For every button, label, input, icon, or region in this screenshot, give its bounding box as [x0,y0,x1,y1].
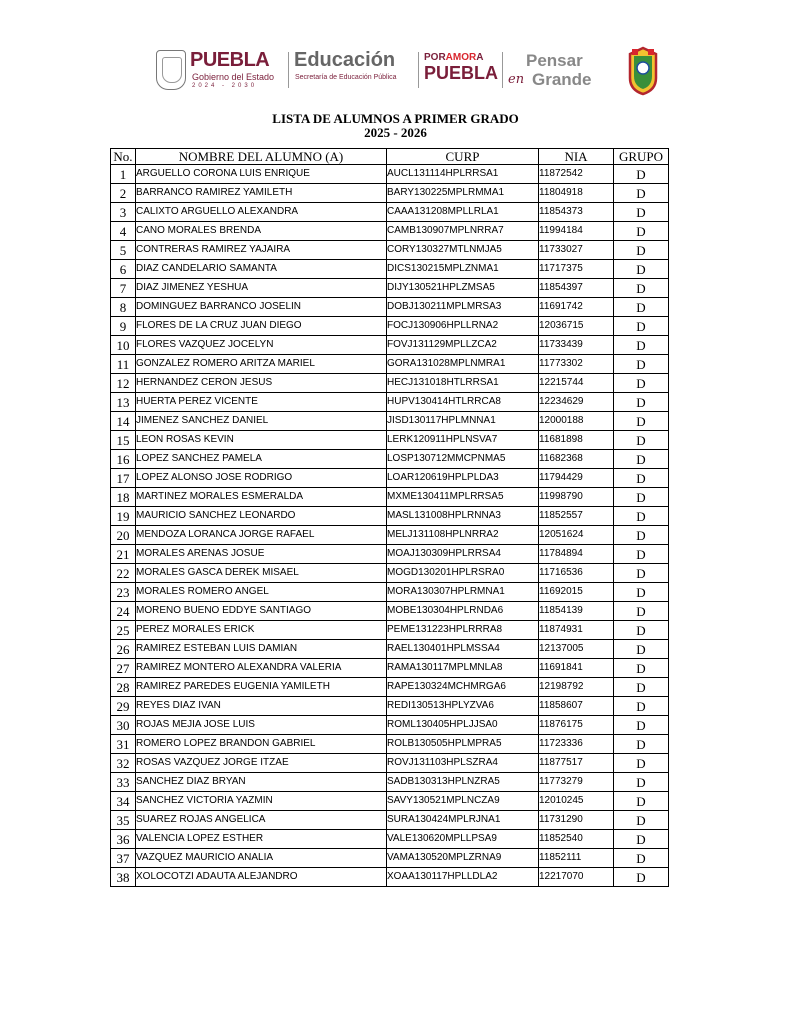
student-curp: MASL131008HPLRNNA3 [387,507,539,526]
student-curp: LOSP130712MMCPNMA5 [387,450,539,469]
student-nia: 11773302 [539,355,614,374]
table-row [111,203,669,222]
student-grupo: D [614,184,669,203]
student-curp: ROML130405HPLJJSA0 [387,716,539,735]
row-number: 31 [111,735,136,754]
table-row [111,260,669,279]
student-grupo: D [614,355,669,374]
student-name: REYES DIAZ IVAN [136,697,387,716]
table-row [111,583,669,602]
student-name: SANCHEZ DIAZ BRYAN [136,773,387,792]
student-nia: 11872542 [539,165,614,184]
row-number: 3 [111,203,136,222]
puebla-logo-word: PUEBLA [190,49,270,71]
student-grupo: D [614,374,669,393]
student-nia: 11731290 [539,811,614,830]
student-grupo: D [614,298,669,317]
student-name: HUERTA PEREZ VICENTE [136,393,387,412]
pensar-en-word: en [508,72,525,87]
student-nia: 12036715 [539,317,614,336]
row-number: 17 [111,469,136,488]
row-number: 1 [111,165,136,184]
header-curp: CURP [387,149,539,165]
row-number: 32 [111,754,136,773]
table-row [111,602,669,621]
student-grupo: D [614,279,669,298]
student-curp: HECJ131018HTLRRSA1 [387,374,539,393]
row-number: 30 [111,716,136,735]
student-name: DOMINGUEZ BARRANCO JOSELIN [136,298,387,317]
student-nia: 11998790 [539,488,614,507]
row-number: 29 [111,697,136,716]
table-row [111,621,669,640]
row-number: 15 [111,431,136,450]
student-nia: 12215744 [539,374,614,393]
table-row [111,450,669,469]
table-row [111,279,669,298]
student-name: DIAZ JIMENEZ YESHUA [136,279,387,298]
row-number: 13 [111,393,136,412]
table-row [111,317,669,336]
student-curp: FOCJ130906HPLLRNA2 [387,317,539,336]
student-grupo: D [614,203,669,222]
school-year: 2025 - 2026 [364,125,427,140]
student-nia: 12217070 [539,868,614,887]
table-row [111,526,669,545]
student-curp: SADB130313HPLNZRA5 [387,773,539,792]
student-curp: VALE130620MPLLPSA9 [387,830,539,849]
student-grupo: D [614,412,669,431]
educacion-logo [294,50,414,90]
logo-divider [418,52,419,88]
table-row [111,678,669,697]
student-nia: 12198792 [539,678,614,697]
student-curp: DICS130215MPLZNMA1 [387,260,539,279]
por-amor-a-top [424,52,483,63]
por-amor-suffix: A [476,52,484,63]
student-grupo: D [614,222,669,241]
row-number: 23 [111,583,136,602]
student-name: RAMIREZ ESTEBAN LUIS DAMIAN [136,640,387,659]
student-nia: 11773279 [539,773,614,792]
pensar-word: Pensar [526,51,583,70]
student-nia: 11858607 [539,697,614,716]
student-name: LOPEZ SANCHEZ PAMELA [136,450,387,469]
header-logos [150,44,670,104]
header-no: No. [111,149,136,165]
student-name: DIAZ CANDELARIO SAMANTA [136,260,387,279]
table-row [111,412,669,431]
logo-divider [502,52,503,88]
student-nia: 11877517 [539,754,614,773]
student-curp: CAAA131208MPLLRLA1 [387,203,539,222]
table-row [111,222,669,241]
student-grupo: D [614,716,669,735]
student-grupo: D [614,564,669,583]
student-curp: SURA130424MPLRJNA1 [387,811,539,830]
student-name: ARGUELLO CORONA LUIS ENRIQUE [136,165,387,184]
student-curp: MOAJ130309HPLRRSA4 [387,545,539,564]
table-row [111,241,669,260]
row-number: 26 [111,640,136,659]
student-curp: LOAR120619HPLPLDA3 [387,469,539,488]
row-number: 11 [111,355,136,374]
row-number: 22 [111,564,136,583]
pensar-en-grande-logo [508,52,608,92]
row-number: 5 [111,241,136,260]
header-name: NOMBRE DEL ALUMNO (A) [136,149,387,165]
student-nia: 11733439 [539,336,614,355]
student-grupo: D [614,317,669,336]
student-curp: JISD130117HPLMNNA1 [387,412,539,431]
student-grupo: D [614,792,669,811]
student-grupo: D [614,450,669,469]
student-grupo: D [614,431,669,450]
student-grupo: D [614,849,669,868]
student-grupo: D [614,659,669,678]
row-number: 10 [111,336,136,355]
student-nia: 11854373 [539,203,614,222]
student-grupo: D [614,868,669,887]
table-row [111,488,669,507]
table-row [111,431,669,450]
table-header-row [111,149,669,165]
table-row [111,355,669,374]
student-name: MORALES ROMERO ANGEL [136,583,387,602]
row-number: 18 [111,488,136,507]
table-row [111,716,669,735]
student-name: XOLOCOTZI ADAUTA ALEJANDRO [136,868,387,887]
pensar-grande-word: Grande [532,70,592,89]
student-grupo: D [614,640,669,659]
student-grupo: D [614,469,669,488]
student-nia: 11733027 [539,241,614,260]
student-nia: 11852557 [539,507,614,526]
student-curp: HUPV130414HTLRRCA8 [387,393,539,412]
table-row [111,640,669,659]
puebla-logo-subtitle: Gobierno del Estado [192,72,275,82]
student-name: CALIXTO ARGUELLO ALEXANDRA [136,203,387,222]
row-number: 24 [111,602,136,621]
student-nia: 12010245 [539,792,614,811]
school-emblem-icon [626,46,660,96]
student-curp: GORA131028MPLNMRA1 [387,355,539,374]
student-nia: 11682368 [539,450,614,469]
student-grupo: D [614,260,669,279]
student-curp: RAPE130324MCHMRGA6 [387,678,539,697]
student-nia: 11723336 [539,735,614,754]
row-number: 25 [111,621,136,640]
student-name: RAMIREZ MONTERO ALEXANDRA VALERIA [136,659,387,678]
student-nia: 12137005 [539,640,614,659]
puebla-logo-years: 2024 - 2030 [192,83,258,89]
student-name: MORALES GASCA DEREK MISAEL [136,564,387,583]
table-row [111,754,669,773]
row-number: 9 [111,317,136,336]
row-number: 12 [111,374,136,393]
student-name: SUAREZ ROJAS ANGELICA [136,811,387,830]
student-name: ROMERO LOPEZ BRANDON GABRIEL [136,735,387,754]
table-row [111,393,669,412]
student-name: ROSAS VAZQUEZ JORGE ITZAE [136,754,387,773]
student-curp: PEME131223HPLRRRA8 [387,621,539,640]
student-curp: XOAA130117HPLLDLA2 [387,868,539,887]
student-grupo: D [614,165,669,184]
table-row [111,336,669,355]
row-number: 27 [111,659,136,678]
student-curp: DIJY130521HPLZMSA5 [387,279,539,298]
student-grupo: D [614,393,669,412]
table-row [111,849,669,868]
student-nia: 11876175 [539,716,614,735]
row-number: 8 [111,298,136,317]
por-amor-bottom: PUEBLA [424,63,499,83]
student-curp: CAMB130907MPLNRRA7 [387,222,539,241]
row-number: 16 [111,450,136,469]
student-curp: MOGD130201HPLRSRA0 [387,564,539,583]
student-name: VALENCIA LOPEZ ESTHER [136,830,387,849]
puebla-government-logo [190,50,286,92]
row-number: 37 [111,849,136,868]
student-name: LOPEZ ALONSO JOSE RODRIGO [136,469,387,488]
student-name: HERNANDEZ CERON JESUS [136,374,387,393]
student-name: GONZALEZ ROMERO ARITZA MARIEL [136,355,387,374]
student-name: CONTRERAS RAMIREZ YAJAIRA [136,241,387,260]
student-nia: 11716536 [539,564,614,583]
table-row [111,374,669,393]
row-number: 34 [111,792,136,811]
student-curp: AUCL131114HPLRRSA1 [387,165,539,184]
student-name: MARTINEZ MORALES ESMERALDA [136,488,387,507]
table-row [111,184,669,203]
table-row [111,735,669,754]
student-nia: 12000188 [539,412,614,431]
educacion-logo-word: Educación [294,49,396,71]
student-grupo: D [614,830,669,849]
table-row [111,564,669,583]
student-curp: LERK120911HPLNSVA7 [387,431,539,450]
student-nia: 11804918 [539,184,614,203]
table-row [111,830,669,849]
student-nia: 11854139 [539,602,614,621]
table-row [111,165,669,184]
table-row [111,507,669,526]
table-row [111,659,669,678]
student-curp: VAMA130520MPLZRNA9 [387,849,539,868]
student-nia: 12051624 [539,526,614,545]
table-row [111,298,669,317]
table-row [111,868,669,887]
student-name: JIMENEZ SANCHEZ DANIEL [136,412,387,431]
row-number: 36 [111,830,136,849]
header-grupo: GRUPO [614,149,669,165]
student-curp: RAMA130117MPLMNLA8 [387,659,539,678]
student-nia: 11794429 [539,469,614,488]
student-name: BARRANCO RAMIREZ YAMILETH [136,184,387,203]
table-body [111,165,669,887]
row-number: 33 [111,773,136,792]
student-curp: REDI130513HPLYZVA6 [387,697,539,716]
student-grupo: D [614,507,669,526]
student-curp: ROLB130505HPLMPRA5 [387,735,539,754]
student-name: MORENO BUENO EDDYE SANTIAGO [136,602,387,621]
row-number: 20 [111,526,136,545]
student-grupo: D [614,545,669,564]
student-nia: 11691742 [539,298,614,317]
student-curp: SAVY130521MPLNCZA9 [387,792,539,811]
row-number: 14 [111,412,136,431]
student-name: MAURICIO SANCHEZ LEONARDO [136,507,387,526]
student-name: VAZQUEZ MAURICIO ANALIA [136,849,387,868]
student-grupo: D [614,488,669,507]
student-curp: ROVJ131103HPLSZRA4 [387,754,539,773]
header-nia: NIA [539,149,614,165]
educacion-logo-subtitle: Secretaría de Educación Pública [295,74,397,81]
student-curp: MORA130307HPLRMNA1 [387,583,539,602]
row-number: 28 [111,678,136,697]
student-grupo: D [614,754,669,773]
student-grupo: D [614,336,669,355]
student-grupo: D [614,678,669,697]
student-curp: MOBE130304HPLRNDA6 [387,602,539,621]
student-grupo: D [614,621,669,640]
student-grupo: D [614,241,669,260]
student-name: SANCHEZ VICTORIA YAZMIN [136,792,387,811]
student-curp: BARY130225MPLRMMA1 [387,184,539,203]
row-number: 21 [111,545,136,564]
student-grupo: D [614,526,669,545]
student-name: FLORES VAZQUEZ JOCELYN [136,336,387,355]
student-nia: 12234629 [539,393,614,412]
student-grupo: D [614,735,669,754]
table-row [111,545,669,564]
student-curp: MXME130411MPLRRSA5 [387,488,539,507]
student-nia: 11994184 [539,222,614,241]
student-name: FLORES DE LA CRUZ JUAN DIEGO [136,317,387,336]
student-curp: CORY130327MTLNMJA5 [387,241,539,260]
table-row [111,811,669,830]
por-amor-a-puebla-logo [424,52,498,92]
student-name: CANO MORALES BRENDA [136,222,387,241]
student-nia: 11681898 [539,431,614,450]
table-row [111,697,669,716]
row-number: 4 [111,222,136,241]
student-grupo: D [614,583,669,602]
student-nia: 11717375 [539,260,614,279]
student-name: RAMIREZ PAREDES EUGENIA YAMILETH [136,678,387,697]
student-nia: 11852540 [539,830,614,849]
document-title: LISTA DE ALUMNOS A PRIMER GRADO [272,111,519,126]
student-nia: 11874931 [539,621,614,640]
student-grupo: D [614,697,669,716]
table-row [111,469,669,488]
row-number: 35 [111,811,136,830]
student-name: ROJAS MEJIA JOSE LUIS [136,716,387,735]
student-nia: 11691841 [539,659,614,678]
logo-divider [288,52,289,88]
student-nia: 11852111 [539,849,614,868]
por-amor-prefix: POR [424,52,446,63]
student-curp: RAEL130401HPLMSSA4 [387,640,539,659]
student-grupo: D [614,602,669,621]
student-curp: FOVJ131129MPLLZCA2 [387,336,539,355]
row-number: 7 [111,279,136,298]
student-nia: 11784894 [539,545,614,564]
student-name: PEREZ MORALES ERICK [136,621,387,640]
student-name: MENDOZA LORANCA JORGE RAFAEL [136,526,387,545]
student-nia: 11692015 [539,583,614,602]
student-name: LEON ROSAS KEVIN [136,431,387,450]
row-number: 6 [111,260,136,279]
student-name: MORALES ARENAS JOSUE [136,545,387,564]
table-row [111,792,669,811]
table-row [111,773,669,792]
student-curp: DOBJ130211MPLMRSA3 [387,298,539,317]
row-number: 2 [111,184,136,203]
por-amor-word: AMOR [445,52,477,63]
row-number: 19 [111,507,136,526]
student-curp: MELJ131108HPLNRRA2 [387,526,539,545]
student-nia: 11854397 [539,279,614,298]
row-number: 38 [111,868,136,887]
student-grupo: D [614,773,669,792]
student-grupo: D [614,811,669,830]
state-seal-icon [156,50,186,90]
student-list-table [110,148,669,887]
